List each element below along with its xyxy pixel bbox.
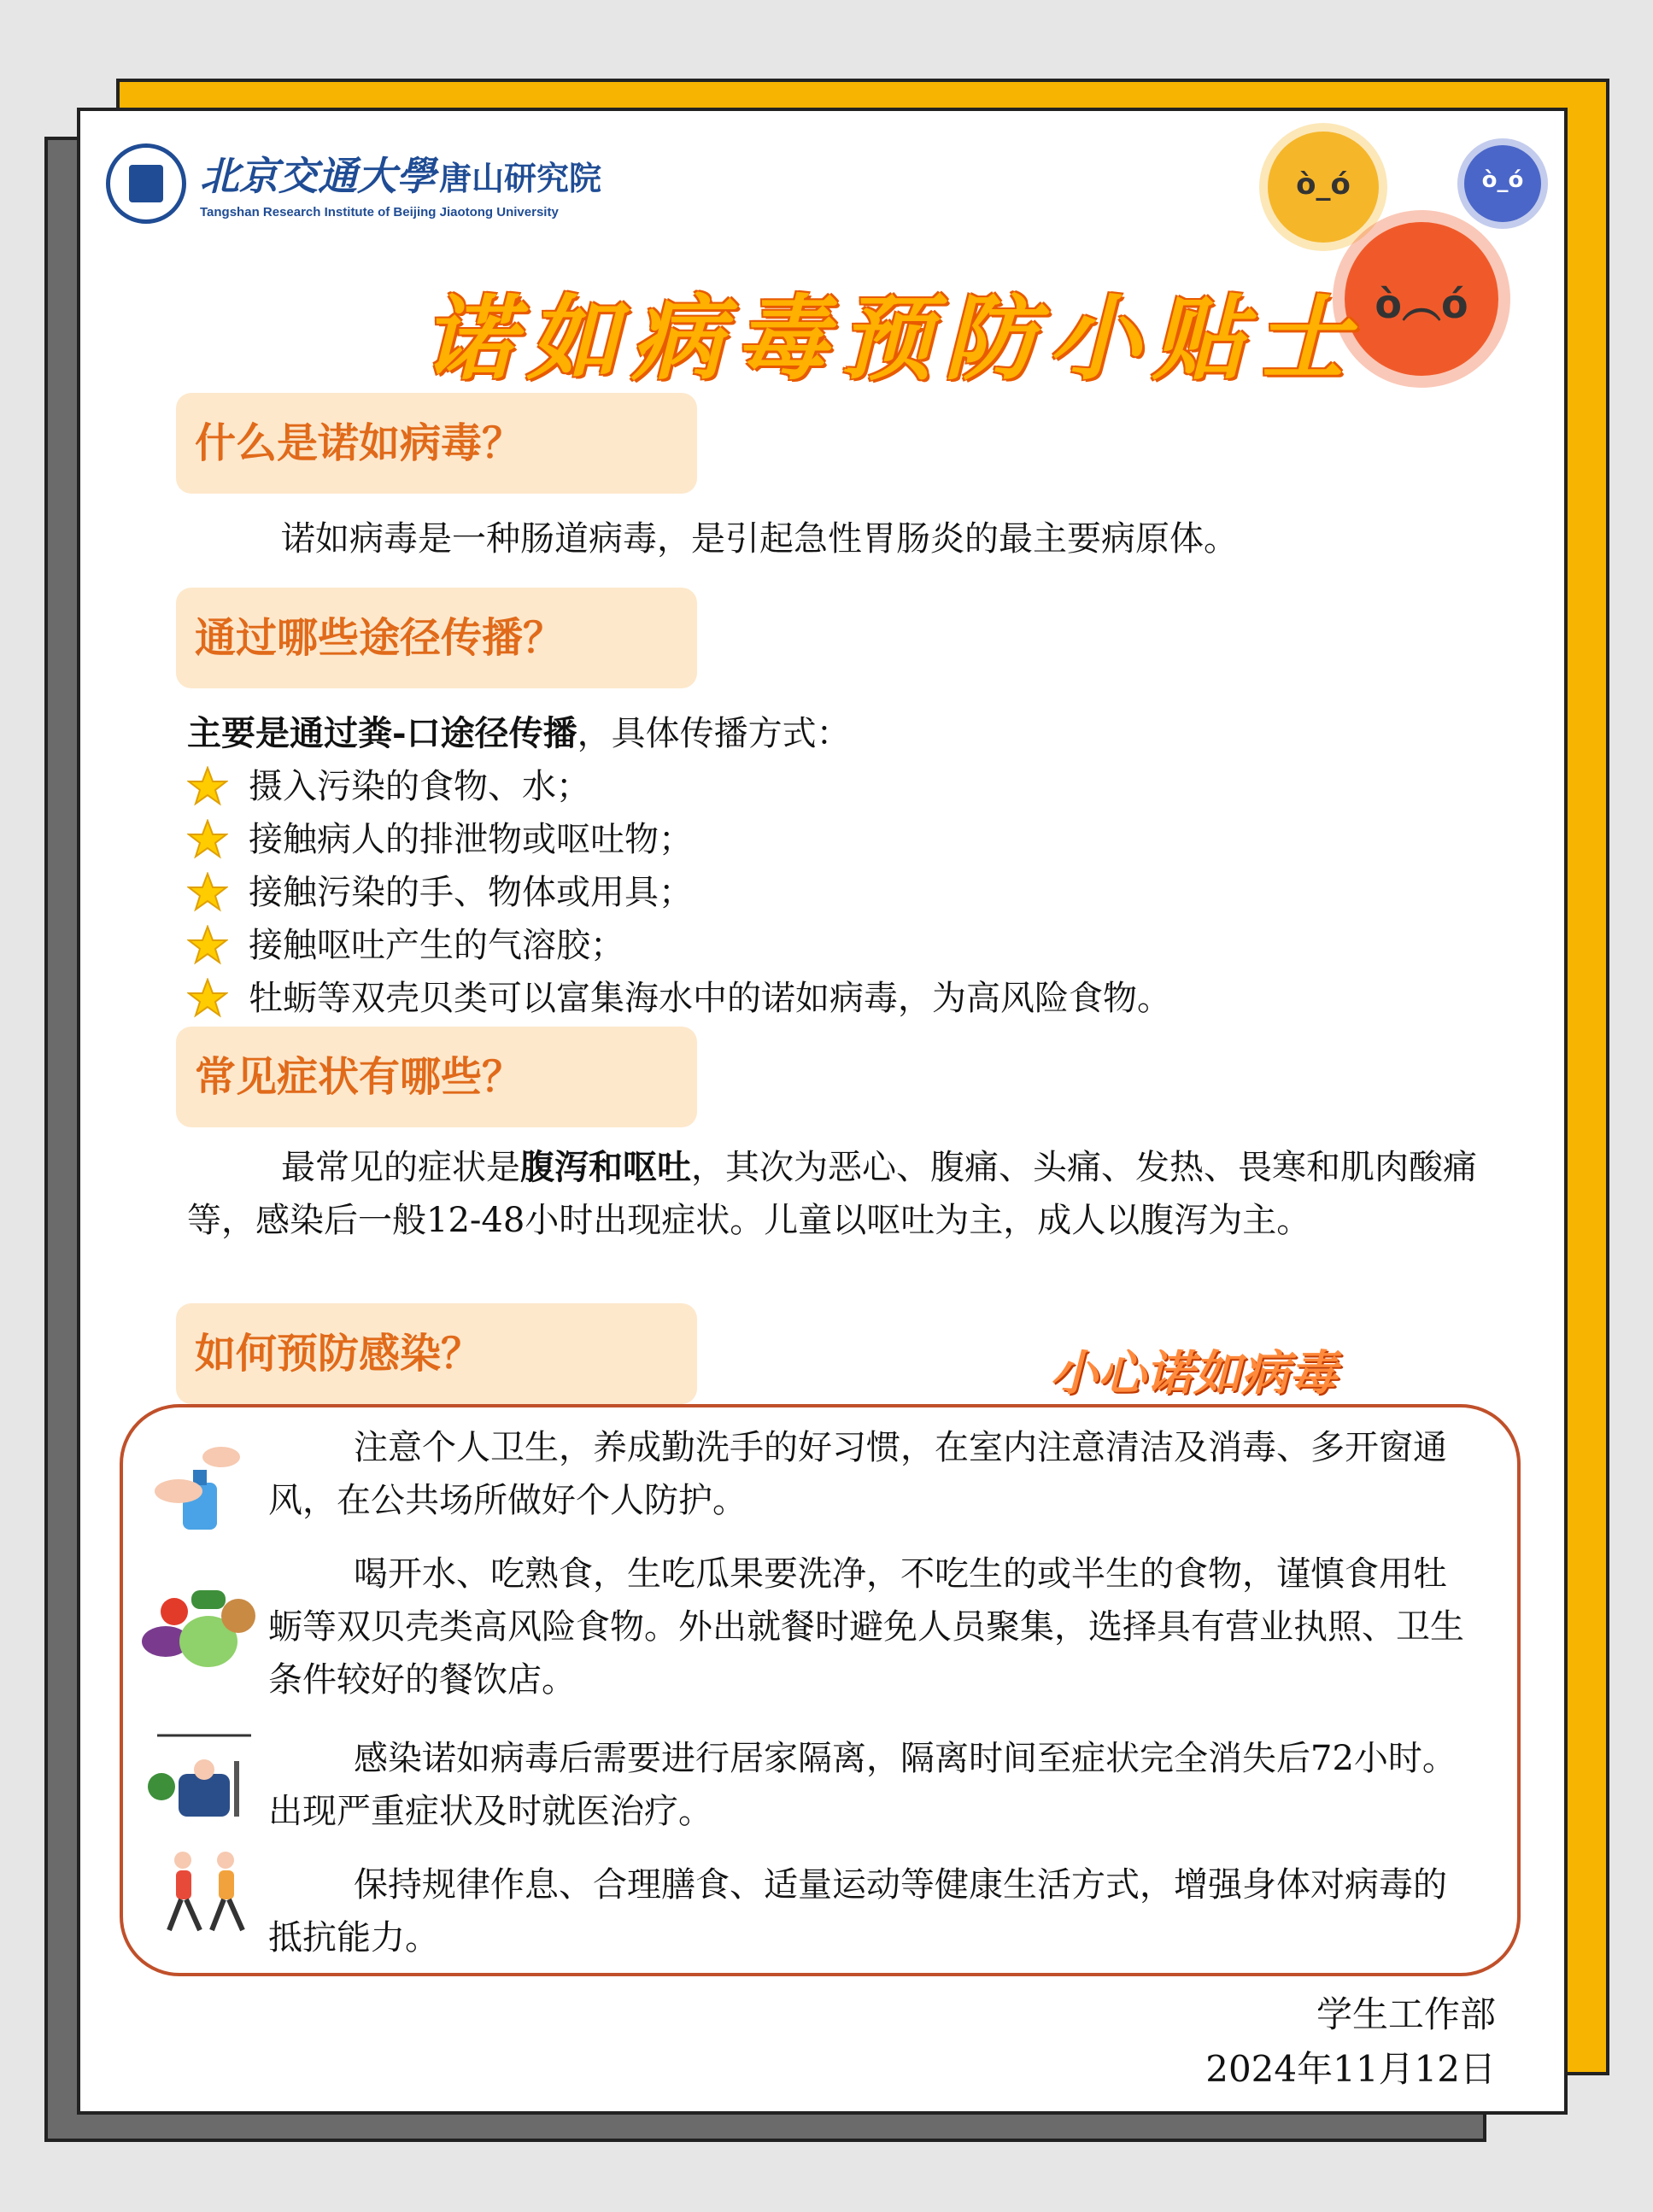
logo-cn-name: 北京交通大學 bbox=[200, 153, 436, 199]
star-icon bbox=[187, 978, 228, 1019]
home-isolation-icon bbox=[140, 1727, 268, 1829]
spread-item-text: 接触病人的排泄物或呕吐物； bbox=[249, 820, 693, 859]
spread-intro-bold: 主要是通过粪-口途径传播 bbox=[187, 713, 577, 753]
star-icon bbox=[187, 766, 228, 807]
spread-item bbox=[187, 760, 1520, 813]
spread-item bbox=[187, 972, 1520, 1025]
spread-item-text: 摄入污染的食物、水； bbox=[249, 767, 590, 806]
virus-blue-icon: ò_ó bbox=[1464, 145, 1541, 222]
spread-item bbox=[187, 919, 1520, 972]
spread-item bbox=[187, 813, 1520, 866]
prevention-tip: 注意个人卫生，养成勤洗手的好习惯，在室内注意清洁及消毒、多开窗通风，在公共场所做好个人防护。 bbox=[268, 1428, 1447, 1520]
section-heading-prevent: 如何预防感染？ bbox=[176, 1303, 697, 1404]
footer-date: 2024年11月12日 bbox=[1205, 2048, 1496, 2090]
star-icon bbox=[187, 925, 228, 966]
spread-intro bbox=[187, 707, 1520, 760]
spread-item-text: 接触呕吐产生的气溶胶； bbox=[249, 926, 624, 965]
page-title: 诺如病毒预防小贴士 bbox=[422, 286, 1361, 393]
symptoms-text bbox=[187, 1141, 1528, 1247]
virus-yellow-icon: ò_ó bbox=[1268, 132, 1379, 243]
logo-en-name: Tangshan Research Institute of Beijing Jiaotong University bbox=[200, 205, 559, 219]
handwash-icon bbox=[140, 1431, 268, 1534]
symptoms-pre: 最常见的症状是 bbox=[281, 1148, 520, 1187]
what-text: 诺如病毒是一种肠道病毒，是引起急性胃肠炎的最主要病原体。 bbox=[281, 519, 1238, 559]
spread-item-text: 接触污染的手、物体或用具； bbox=[249, 873, 693, 912]
running-icon bbox=[140, 1845, 268, 1947]
section-heading-symptoms: 常见症状有哪些？ bbox=[176, 1027, 697, 1127]
section-heading-spread: 通过哪些途径传播？ bbox=[176, 588, 697, 688]
prevention-tip: 感染诺如病毒后需要进行居家隔离，隔离时间至症状完全消失后72小时。出现严重症状及时就医治疗。 bbox=[268, 1739, 1457, 1831]
spread-content bbox=[187, 707, 1520, 1025]
star-icon bbox=[187, 872, 228, 913]
symptoms-post: ，其次为恶心、腹痛、头痛、发热、畏寒和肌肉酸痛等，感染后一般12-48小时出现症状。儿童以呕吐为主，成人以腹泻为主。 bbox=[187, 1148, 1477, 1240]
poster-card bbox=[77, 108, 1568, 2115]
spread-item-text: 牡蛎等双壳贝类可以富集海水中的诺如病毒，为高风险食物。 bbox=[249, 979, 1171, 1018]
spread-item bbox=[187, 866, 1520, 919]
university-logo bbox=[106, 137, 636, 231]
star-icon bbox=[187, 819, 228, 860]
spread-intro-rest: ，具体传播方式： bbox=[577, 714, 851, 753]
prevention-tip: 保持规律作息、合理膳食、适量运动等健康生活方式，增强身体对病毒的抵抗能力。 bbox=[268, 1865, 1447, 1957]
vegetables-icon bbox=[140, 1573, 268, 1676]
virus-red-icon: ò︵ó bbox=[1345, 222, 1498, 376]
footer-department: 学生工作部 bbox=[1316, 1993, 1496, 2035]
university-seal-icon bbox=[106, 143, 186, 224]
careful-banner: 小心诺如病毒 bbox=[1050, 1346, 1337, 1402]
logo-institute: 唐山研究院 bbox=[439, 160, 602, 197]
prevention-tip: 喝开水、吃熟食，生吃瓜果要洗净，不吃生的或半生的食物，谨慎食用牡蛎等双贝壳类高风险食物。外出就餐时避免人员聚集，选择具有营业执照、卫生条件较好的餐饮店。 bbox=[268, 1554, 1464, 1700]
section-heading-what: 什么是诺如病毒？ bbox=[176, 393, 697, 494]
symptoms-bold: 腹泻和呕吐 bbox=[520, 1147, 691, 1187]
